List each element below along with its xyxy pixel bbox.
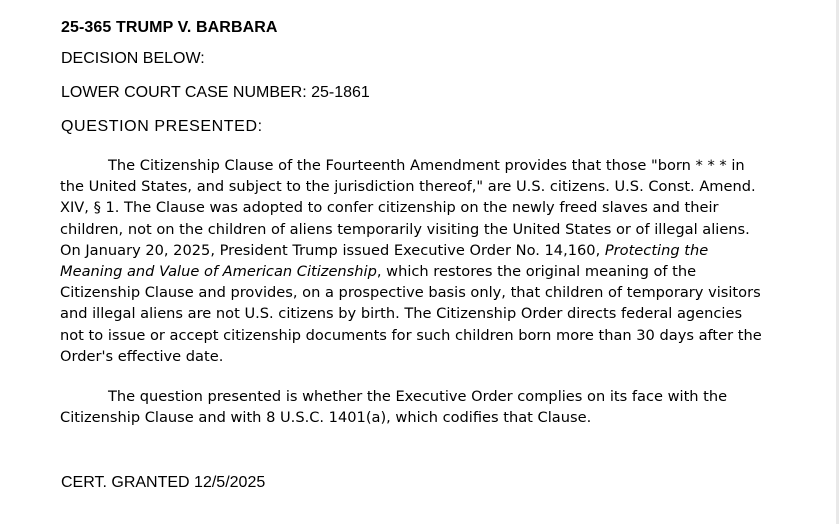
paragraph-1-text-b: , which restores the original meaning of the Citizenship Clause and provides, on a prospective basis only, that children of temporary visitors and illegal aliens are not U.S. citizens by birth. The Citizenship Order directs federal agencies not to issue or accept citizenship documents for such children born more than 30 days after the Order's effective date. <box>60 263 762 365</box>
decision-below-label: DECISION BELOW: <box>61 50 205 67</box>
lower-court-case-number: LOWER COURT CASE NUMBER: 25-1861 <box>61 84 370 101</box>
question-presented-heading: QUESTION PRESENTED: <box>61 118 263 135</box>
cert-granted-date: CERT. GRANTED 12/5/2025 <box>61 474 266 491</box>
question-paragraph-1 <box>60 155 765 367</box>
case-title: 25-365 TRUMP V. BARBARA <box>61 19 278 36</box>
question-paragraph-2: The question presented is whether the Executive Order complies on its face with the Citizenship Clause and with 8 U.S.C. 1401(a), which codifies that Clause. <box>60 388 728 427</box>
paragraph-1-text-a: The Citizenship Clause of the Fourteenth Amendment provides that those "born * * * in the United States, and subject to the jurisdiction thereof," are U.S. citizens. U.S. Const. Amend. XIV, § 1. The Clause was adopted to confer citizenship on the newly freed slaves and their children, not on the children of aliens temporarily visiting the United States or of illegal aliens. On January 20, 2025, President Trump issued Executive Order No. 14,160, <box>60 157 756 259</box>
executive-order-title: Protecting the Meaning and Value of American Citizenship <box>60 241 709 281</box>
